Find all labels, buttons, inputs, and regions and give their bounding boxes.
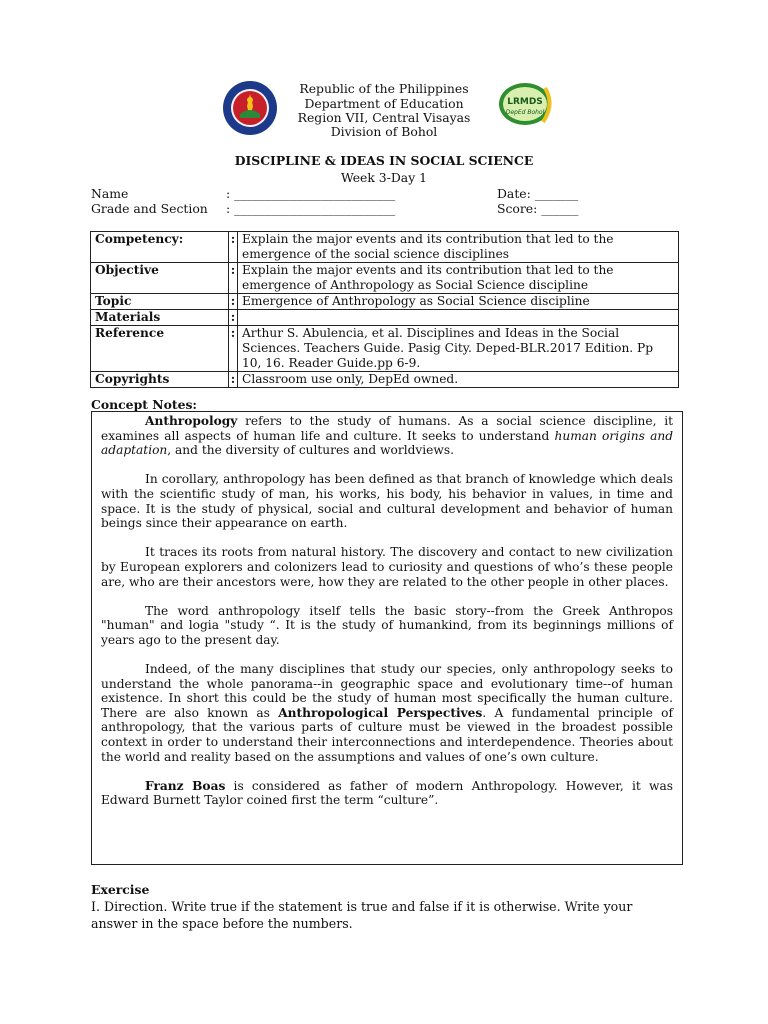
term-franz-boas: Franz Boas	[145, 778, 226, 793]
row-colon: :	[229, 310, 238, 326]
row-key: Topic	[91, 294, 229, 310]
header-department: Department of Education	[304, 96, 464, 111]
notes-paragraph: It traces its roots from natural history. The discovery and contact to new civilization by European explorers and colonizers lead to curiosity and questions of who’s these people are, who are their ancestors were, how they are related to the other people in other places.	[101, 545, 673, 589]
notes-paragraph: The word anthropology itself tells the basic story--from the Greek Anthropos "human" and logia "study “. It is the study of humankind, from its beginnings millions of years ago to the present day.	[101, 603, 673, 647]
grade-section-label: Grade and Section	[91, 201, 208, 216]
row-value: Arthur S. Abulencia, et al. Disciplines and Ideas in the Social Sciences. Teachers Guide. Pasig City. Deped-BLR.2017 Edition. Pp 10, 16. Reader Guide.pp 6-9.	[238, 326, 679, 372]
row-colon: :	[229, 294, 238, 310]
notes-italic: human origins and adaptation	[101, 428, 673, 458]
row-colon: :	[229, 263, 238, 294]
notes-text: Indeed, of the many disciplines that study our species, only anthropology seeks to understand the whole panorama--in geographic space and evolutionary time--of human existence. In short this could be the study of human most specifically the human culture. There are also known as	[101, 662, 673, 720]
grade-section-field[interactable]: : __________________________	[226, 201, 396, 216]
concept-notes-box	[91, 411, 683, 865]
row-key: Competency:	[91, 232, 229, 263]
row-value: Explain the major events and its contribution that led to the emergence of the social science disciplines	[238, 232, 679, 263]
row-colon: :	[229, 232, 238, 263]
header-region: Region VII, Central Visayas	[297, 110, 471, 125]
table-row	[91, 372, 679, 388]
svg-text:DepEd Bohol: DepEd Bohol	[505, 109, 545, 116]
concept-notes-label: Concept Notes:	[91, 397, 198, 412]
exercise-label: Exercise	[91, 882, 150, 897]
notes-text: refers to the study of humans. As a social science discipline, it examines all aspects of human life and culture. It seeks to understand	[101, 414, 673, 443]
exercise-direction: I. Direction. Write true if the statement is true and false if it is otherwise. Write your answer in the space before the numbers.	[91, 899, 633, 931]
notes-paragraph	[101, 662, 673, 764]
date-field[interactable]: Date: _______	[497, 186, 579, 201]
worksheet-subtitle: Week 3-Day 1	[340, 170, 428, 185]
row-key: Reference	[91, 326, 229, 372]
name-label: Name	[91, 186, 129, 201]
row-key: Copyrights	[91, 372, 229, 388]
table-row	[91, 326, 679, 372]
row-key: Materials	[91, 310, 229, 326]
notes-text: , and the diversity of cultures and worldviews.	[167, 443, 454, 458]
table-row	[91, 294, 679, 310]
row-colon: :	[229, 326, 238, 372]
name-field[interactable]: : __________________________	[226, 186, 396, 201]
row-value: Classroom use only, DepEd owned.	[238, 372, 679, 388]
term-anthropological-perspectives: Anthropological Perspectives	[278, 705, 483, 720]
header-republic: Republic of the Philippines	[299, 81, 469, 96]
lesson-info-table	[90, 231, 679, 388]
row-colon: :	[229, 372, 238, 388]
table-row	[91, 263, 679, 294]
score-field[interactable]: Score: ______	[497, 201, 579, 216]
notes-paragraph	[101, 414, 673, 458]
row-key: Objective	[91, 263, 229, 294]
table-row	[91, 232, 679, 263]
row-value: Explain the major events and its contribution that led to the emergence of Anthropology as Social Science discipline	[238, 263, 679, 294]
notes-text: is considered as father of modern Anthropology. However, it was Edward Burnett Taylor coined first the term “culture”.	[101, 778, 673, 808]
term-anthropology: Anthropology	[145, 414, 238, 428]
notes-paragraph: In corollary, anthropology has been defined as that branch of knowledge which deals with the scientific study of man, his works, his body, his behavior in values, in time and space. It is the study of physical, social and cultural development and behavior of human beings since their appearance on earth.	[101, 472, 673, 531]
row-value: Emergence of Anthropology as Social Science discipline	[238, 294, 679, 310]
notes-text: . A fundamental principle of anthropology, that the various parts of culture must be viewed in the broadest possible context in order to understand their interconnections and interdependence. Theories about the world and reality based on the assumptions and values of one’s own culture.	[101, 705, 673, 764]
notes-paragraph	[101, 779, 673, 808]
header-division: Division of Bohol	[330, 124, 438, 139]
row-value	[238, 310, 679, 326]
worksheet-title: DISCIPLINE & IDEAS IN SOCIAL SCIENCE	[234, 153, 534, 168]
svg-text:LRMDS: LRMDS	[507, 97, 543, 107]
table-row	[91, 310, 679, 326]
